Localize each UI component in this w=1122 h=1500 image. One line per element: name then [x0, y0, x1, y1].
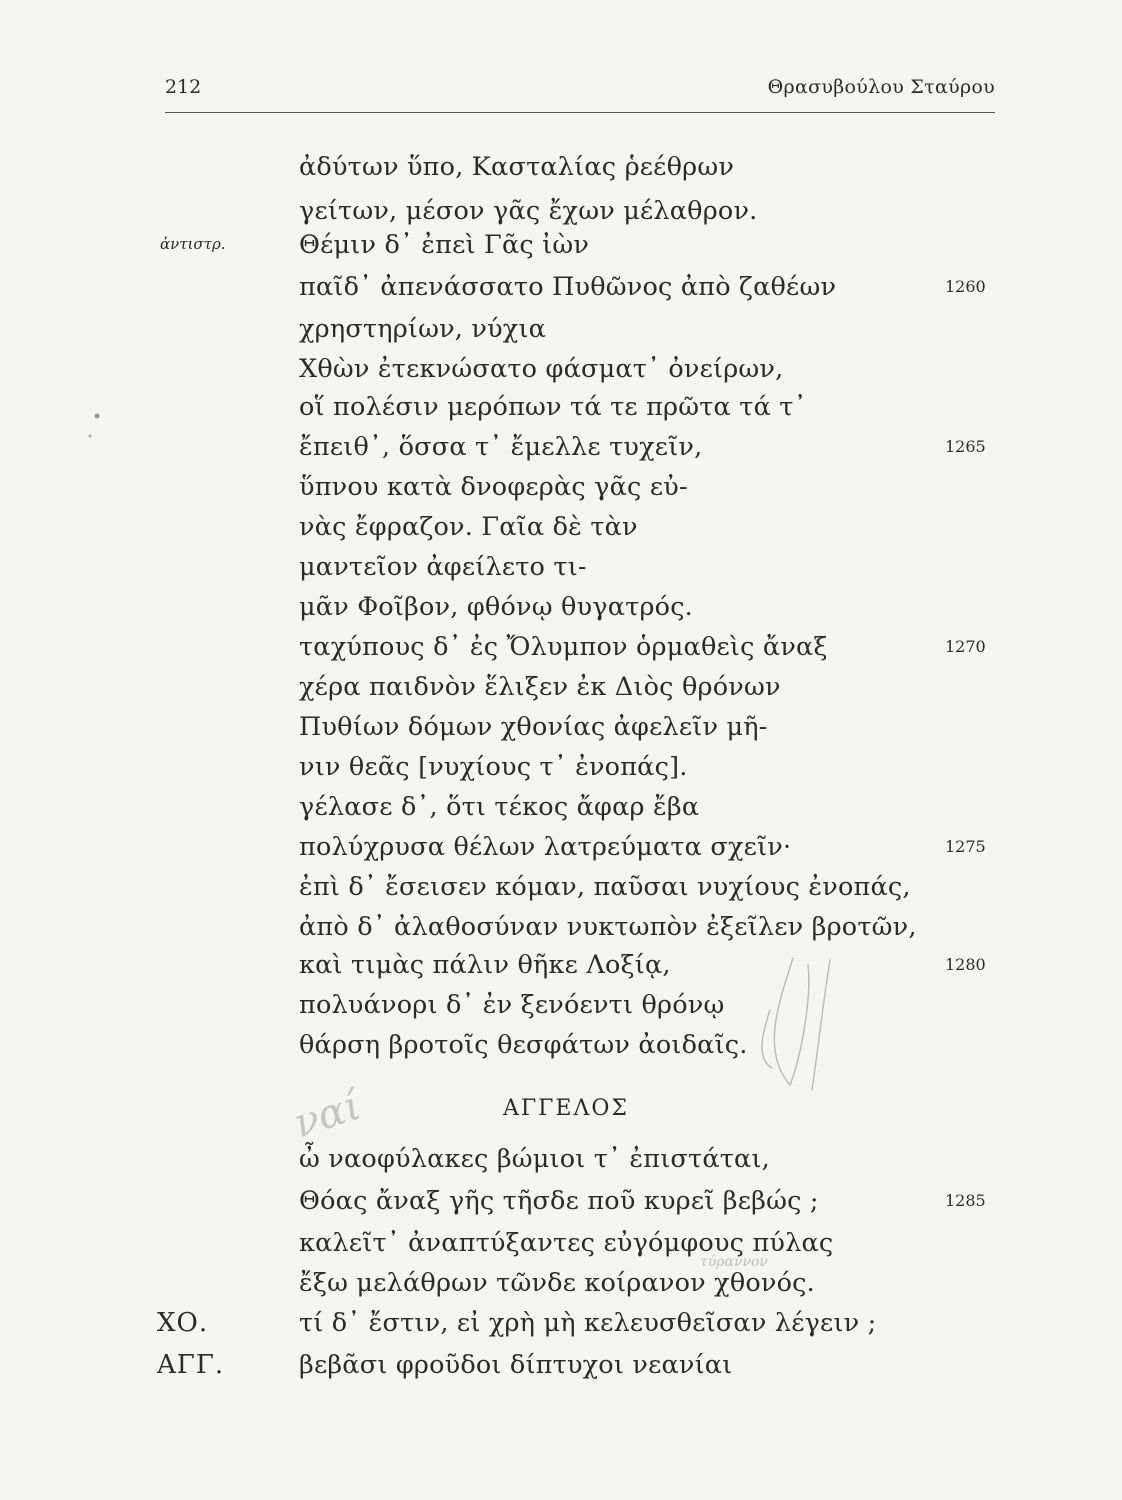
verse-text: νὰς ἔφραζον. Γαῖα δὲ τὰν	[299, 512, 638, 542]
verse-line	[0, 268, 1122, 306]
verse-line	[0, 668, 1122, 706]
verse-line	[0, 388, 1122, 426]
verse-line	[0, 868, 1122, 906]
verse-line	[0, 986, 1122, 1024]
page-number: 212	[165, 76, 202, 98]
line-number: 1275	[945, 837, 986, 856]
running-head: Θρασυβούλου Σταύρου	[767, 76, 995, 98]
verse-text: Θέμιν δ᾽ ἐπεὶ Γᾶς ἰὼν	[299, 230, 590, 260]
line-number: 1260	[945, 277, 986, 296]
verse-text: ἔξω μελάθρων τῶνδε κοίρανον χθονός.	[299, 1268, 815, 1298]
verse-text: ἔπειθ᾽, ὅσσα τ᾽ ἔμελλε τυχεῖν,	[299, 432, 703, 462]
verse-line	[0, 828, 1122, 866]
verse-text: νιν θεᾶς [νυχίους τ᾽ ἐνοπάς].	[299, 752, 688, 782]
speaker-label: ΧΟ.	[157, 1308, 209, 1338]
verse-line	[0, 428, 1122, 466]
verse-text: Πυθίων δόμων χθονίας ἀφελεῖν μῆ-	[299, 712, 768, 742]
verse-text: Θόας ἄναξ γῆς τῆσδε ποῦ κυρεῖ βεβώς ;	[299, 1186, 819, 1216]
verse-text: οἵ πολέσιν μερόπων τά τε πρῶτα τά τ᾽	[299, 392, 807, 422]
verse-text: χέρα παιδνὸν ἕλιξεν ἐκ Διὸς θρόνων	[299, 672, 781, 702]
verse-text: γέλασε δ᾽, ὅτι τέκος ἄφαρ ἔβα	[299, 792, 700, 822]
verse-line	[0, 908, 1122, 946]
verse-line	[0, 946, 1122, 984]
header-rule	[165, 112, 995, 113]
margin-note-text: ναί	[288, 1082, 367, 1148]
line-number: 1285	[945, 1191, 986, 1210]
verse-line	[0, 226, 1122, 264]
verse-line	[0, 748, 1122, 786]
verse-text: μᾶν Φοῖβον, φθόνῳ θυγατρός.	[299, 592, 693, 622]
verse-text: ἀδύτων ὕπο, Κασταλίας ῥεέθρων	[299, 152, 735, 182]
verse-text: τί δ᾽ ἔστιν, εἰ χρὴ μὴ κελευσθεῖσαν λέγειν ;	[299, 1308, 877, 1338]
verse-line	[0, 350, 1122, 388]
verse-line	[0, 468, 1122, 506]
line-number: 1265	[945, 437, 986, 456]
verse-line	[0, 310, 1122, 348]
speaker-label: ΑΓΓ.	[157, 1350, 225, 1380]
speaker-heading: ΑΓΓΕΛΟΣ	[503, 1096, 629, 1121]
verse-text: ἀπὸ δ᾽ ἀλαθοσύναν νυκτωπὸν ἐξεῖλεν βροτῶν,	[299, 912, 917, 942]
verse-text: γείτων, μέσον γᾶς ἔχων μέλαθρον.	[299, 196, 758, 226]
verse-line	[0, 708, 1122, 746]
verse-text: ἐπὶ δ᾽ ἔσεισεν κόμαν, παῦσαι νυχίους ἐνοπάς,	[299, 872, 911, 902]
verse-line	[0, 1026, 1122, 1064]
verse-line	[0, 1346, 1122, 1384]
verse-line	[0, 588, 1122, 626]
interlinear-note-text: τύραννον	[700, 1254, 768, 1270]
verse-text: καὶ τιμὰς πάλιν θῆκε Λοξίᾳ,	[299, 950, 671, 980]
antistrophe-label: ἀντιστρ.	[160, 235, 226, 253]
verse-line	[0, 1264, 1122, 1302]
line-number: 1280	[945, 955, 986, 974]
verse-text: καλεῖτ᾽ ἀναπτύξαντες εὐγόμφους πύλας	[299, 1228, 834, 1258]
verse-text: χρηστηρίων, νύχια	[299, 314, 547, 344]
verse-text: πολυάνορι δ᾽ ἐν ξενόεντι θρόνῳ	[299, 990, 725, 1020]
verse-text: ὕπνου κατὰ δνοφερὰς γᾶς εὐ-	[299, 472, 688, 502]
verse-text: ταχύπους δ᾽ ἐς Ὄλυμπον ὁρμαθεὶς ἄναξ	[299, 632, 828, 662]
verse-text: θάρση βροτοῖς θεσφάτων ἀοιδαῖς.	[299, 1030, 748, 1060]
verse-text: παῖδ᾽ ἀπενάσσατο Πυθῶνος ἀπὸ ζαθέων	[299, 272, 837, 302]
verse-text: Χθὼν ἐτεκνώσατο φάσματ᾽ ὀνείρων,	[299, 354, 784, 384]
verse-text: πολύχρυσα θέλων λατρεύματα σχεῖν·	[299, 832, 792, 862]
page-header	[165, 76, 995, 108]
verse-line	[0, 548, 1122, 586]
verse-line	[0, 148, 1122, 186]
line-number: 1270	[945, 637, 986, 656]
verse-line	[0, 1224, 1122, 1262]
verse-line	[0, 628, 1122, 666]
verse-text: ὦ ναοφύλακες βώμιοι τ᾽ ἐπιστάται,	[299, 1144, 770, 1174]
verse-line	[0, 1304, 1122, 1342]
verse-text: μαντεῖον ἀφείλετο τι-	[299, 552, 587, 582]
verse-line	[0, 192, 1122, 230]
verse-line	[0, 508, 1122, 546]
verse-line	[0, 788, 1122, 826]
verse-line	[0, 1182, 1122, 1220]
verse-line	[0, 1140, 1122, 1178]
verse-text: βεβᾶσι φροῦδοι δίπτυχοι νεανίαι	[299, 1350, 733, 1380]
